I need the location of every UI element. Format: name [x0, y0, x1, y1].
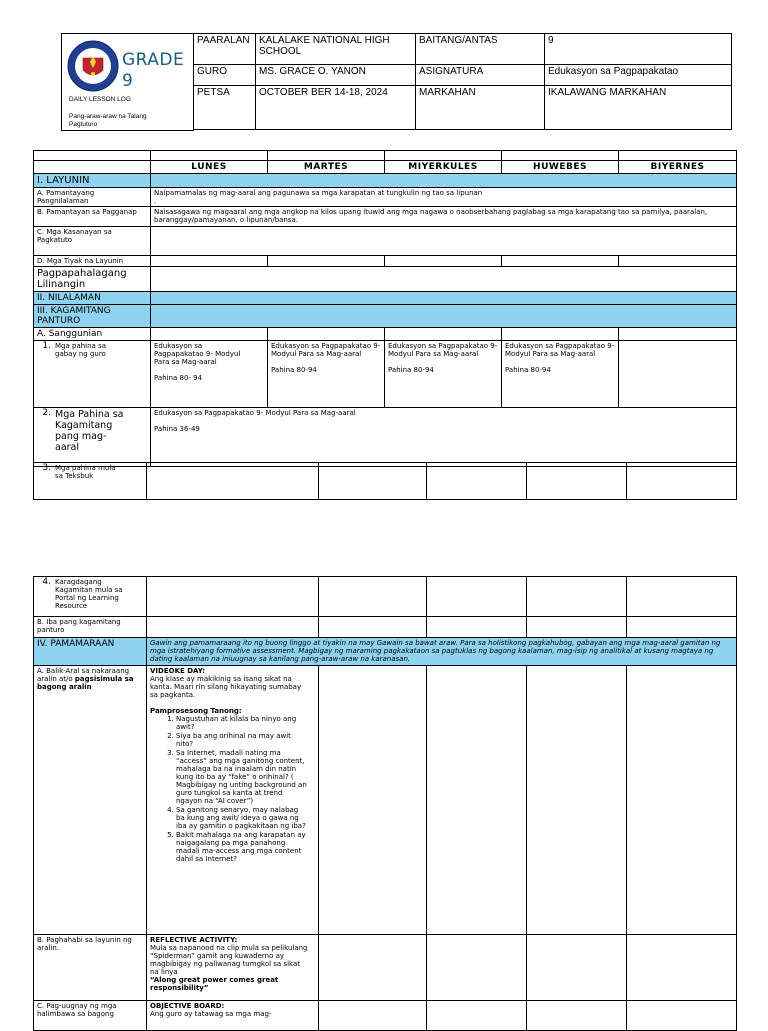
grade-label: GRADE — [122, 50, 185, 70]
section-layunin: I. LAYUNIN — [34, 174, 151, 188]
value-petsa: OCTOBER BER 14-18, 2024 — [256, 86, 416, 130]
ref-huwebes: Edukasyon sa Pagpapakatao 9- Modyul Para sa Mag-aaral Pahina 80-94 — [502, 341, 619, 408]
item-gabay-ng-guro: 1. Mga pahina sa gabay ng guro — [34, 341, 151, 408]
section-pamamaraan: IV. PAMAMARAAN — [34, 638, 147, 666]
label-paaralan: PAARALAN — [194, 34, 256, 65]
text-pamantayang-pangnilalaman: Naipamamalas ng mag-aaral ang pagunawa sa mga karapatan at tungkulin ng tao sa lipunan . — [151, 188, 737, 207]
label-pag-uugnay: C. Pag-uugnay ng mga halimbawa sa bagong — [34, 1001, 147, 1031]
day-header-biyernes: BIYERNES — [619, 161, 737, 174]
label-petsa: PETSA — [194, 86, 256, 130]
deped-seal-icon — [66, 38, 120, 94]
day-header-martes: MARTES — [268, 161, 385, 174]
label-iba-pang-kagamitan: B. Iba pang kagamitang panturo — [34, 617, 147, 638]
item-teksbuk: 3. Mga pahina mula sa Teksbuk — [34, 463, 147, 500]
label-paghahabi: B. Paghahabi sa layunin ng aralin. — [34, 935, 147, 1001]
day-header-lunes: LUNES — [151, 161, 268, 174]
activity-objective-board: OBJECTIVE BOARD: Ang guro ay tatawag sa mga mag- — [147, 1001, 319, 1031]
day-header-miyerkules: MIYERKULES — [385, 161, 502, 174]
label-baitang: BAITANG/ANTAS — [416, 34, 545, 65]
label-pamantayang-pangnilalaman: A. Pamantayang Pangnilalaman — [34, 188, 151, 207]
ref-martes: Edukasyon sa Pagpapakatao 9- Modyul Para sa Mag-aaral Pahina 80-94 — [268, 341, 385, 408]
section-nilalaman: II. NILALAMAN — [34, 292, 151, 305]
item-kagamitang-pang-mag-aaral: 2. Mga Pahina sa Kagamitang pang mag-aaral — [34, 408, 151, 467]
corner-cell — [34, 161, 151, 174]
lesson-plan-table-2 — [33, 576, 737, 1031]
section-kagamitan: III. KAGAMITANG PANTURO — [34, 305, 151, 328]
lesson-plan-table-1-row3 — [33, 462, 737, 500]
label-balik-aral: A. Balik-Aral sa nakaraang aralin at/o pagsisimula sa bagong aralin — [34, 666, 147, 935]
item-learning-resource: 4. Karagdagang Kagamitan mula sa Portal ng Learning Resource — [34, 577, 147, 617]
value-markahan: IKALAWANG MARKAHAN — [545, 86, 732, 130]
item2-reference: Edukasyon sa Pagpapakatao 9- Modyul Para sa Mag-aaral Pahina 36-49 — [151, 408, 737, 467]
value-asignatura: Edukasyon sa Pagpapakatao — [545, 65, 732, 86]
label-pagpapahalaga: Pagpapahalagang Lilinangin — [34, 267, 151, 292]
log-title: DAILY LESSON LOG — [69, 96, 131, 103]
activity-videoke: VIDEOKE DAY: Ang klase ay makikinig sa isang sikat na kanta. Maari rin silang hikayating sumabay sa pagkanta. Pamprosesong Tanong: 1. Nagustuhan at kilala ba ninyo ang awit? 2. Siya ba ang orihinal na may awit nito? 3. Sa Internet, madali nating ma “access” ang mga ganitong content, mahalaga ba na inaalam din natin kung ito ba ay “fake” o orihinal? ( Magbibigay ng unting background an guro tungkol sa kanta at trend ngayon na “AI cover”) 4. Sa ganitong senaryo, may nalabag ba kung ang awit/ ideya o gawa ng iba ay gamitin o pagkakitaan ng iba? 5. Bakit mahalaga na ang karapatan ay naigagalang pa mga panahong madali ma-access ang mga content dahil sa Internet? — [147, 666, 319, 935]
ref-miyerkules: Edukasyon sa Pagpapakatao 9- Modyul Para sa Mag-aaral Pahina 80-94 — [385, 341, 502, 408]
value-guro: MS. GRACE O. YANON — [256, 65, 416, 86]
activity-reflective: REFLECTIVE ACTIVITY: Mula sa napanood na clip mula sa pelikulang “Spiderman” gamit ang kuwaderno ay magbibigay ng paliwanag tumgkol sa sikat na linya “Along great power comes great responsibility” — [147, 935, 319, 1001]
label-markahan: MARKAHAN — [416, 86, 545, 130]
header-info-table — [193, 33, 732, 130]
day-header-huwebes: HUWEBES — [502, 161, 619, 174]
label-guro: GURO — [194, 65, 256, 86]
text-pamantayan-sa-pagganap: Naisasagawa ng magaaral ang mga angkop na kilos upang ituwid ang mga nagawa o naobserbahang paglabag sa mga karapatang tao sa pamilya, paaralan, baranggay/pamayanan, o lipunan/bansa. — [151, 207, 737, 227]
value-baitang: 9 — [545, 34, 732, 65]
pamamaraan-note: Gawin ang pamamaraang ito ng buong linggo at tiyakin na may Gawain sa bawat araw. Para sa holistikong pagkahubog, gabayan ang mga mag-aaral gamitan ng mga istratehiyang formative assessment. Magbigay ng maraming pagkakataon sa pagtuklas ng bagong kaalaman, mag-isip ng analitikal at kusang magtaya ng dating kaalaman na iniuugnay sa kanilang pang-araw-araw na karanasan. — [147, 638, 737, 666]
log-subtitle: Pang-araw-araw na Talang Pagtuturo — [69, 113, 147, 128]
lesson-plan-table-1 — [33, 150, 737, 467]
grade-number: 9 — [122, 71, 133, 91]
label-asignatura: ASIGNATURA — [416, 65, 545, 86]
processing-questions: 1. Nagustuhan at kilala ba ninyo ang awit? 2. Siya ba ang orihinal na may awit nito? 3. Sa Internet, madali nating ma “access” ang mga ganitong content, mahalaga ba na inaalam din natin kung ito ba ay “fake” o orihinal? ( Magbibigay ng unting background an guro tungkol sa kanta at trend ngayon na “AI cover”) 4. Sa ganitong senaryo, may nalabag ba kung ang awit/ ideya o gawa ng iba ay gamitin o pagkakitaan ng iba? 5. Bakit mahalaga na ang karapatan ay naigagalang pa mga panahong madali ma-access ang mga content dahil sa Internet? — [150, 715, 308, 863]
label-tiyak-na-layunin: D. Mga Tiyak na Layunin — [34, 256, 151, 267]
header-logo-block — [61, 33, 194, 131]
label-sanggunian: A. Sanggunian — [34, 328, 151, 341]
label-pamantayan-sa-pagganap: B. Pamantayan sa Pagganap — [34, 207, 151, 227]
label-kasanayan: C. Mga Kasanayan sa Pagkatuto — [34, 227, 151, 256]
value-paaralan: KALALAKE NATIONAL HIGH SCHOOL — [256, 34, 416, 65]
ref-lunes: Edukasyon sa Pagpapakatao 9- Modyul Para sa Mag-aaral Pahina 80- 94 — [151, 341, 268, 408]
